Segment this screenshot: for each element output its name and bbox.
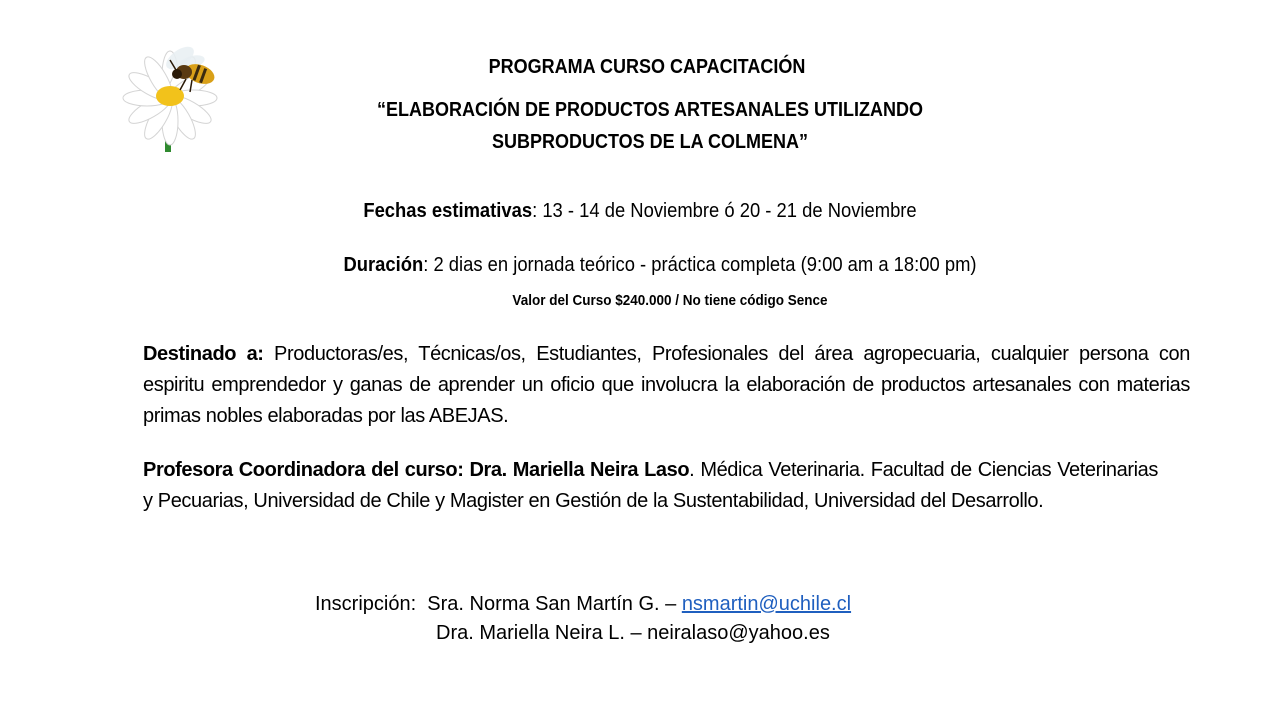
coordinator-paragraph bbox=[143, 455, 1158, 517]
course-name-line1: “ELABORACIÓN DE PRODUCTOS ARTESANALES UTILIZANDO bbox=[376, 99, 924, 121]
target-audience-text: Productoras/es, Técnicas/os, Estudiantes, Profesionales del área agropecuaria, cualquier persona con espiritu emprendedor y ganas de aprender un oficio que involucra la elaboración de productos artesanales con materias primas nobles elaboradas por las ABEJAS. bbox=[143, 343, 1190, 427]
course-duration bbox=[292, 254, 1028, 277]
dates-value: : 13 - 14 de Noviembre ó 20 - 21 de Noviembre bbox=[532, 200, 917, 222]
target-audience-label: Destinado a: bbox=[143, 343, 264, 365]
course-name-line2: SUBPRODUCTOS DE LA COLMENA” bbox=[491, 131, 809, 153]
course-price: Valor del Curso $240.000 / No tiene código Sence bbox=[512, 292, 828, 309]
registration-label: Inscripción: bbox=[315, 593, 417, 615]
coordinator-text: . Médica Veterinaria. Facultad de Ciencias Veterinarias y Pecuarias, Universidad de Chile y Magister en Gestión de la Sustentabilidad, Universidad del Desarrollo. bbox=[143, 459, 1159, 512]
estimated-dates bbox=[290, 200, 989, 223]
contact1-name: Sra. Norma San Martín G. – bbox=[427, 593, 682, 615]
target-audience-paragraph bbox=[143, 339, 1190, 432]
registration-line1 bbox=[315, 593, 851, 616]
bee-flower-icon bbox=[100, 30, 235, 155]
duration-value: : 2 dias en jornada teórico - práctica completa (9:00 am a 18:00 pm) bbox=[423, 254, 977, 276]
contact1-email-link[interactable]: nsmartin@uchile.cl bbox=[681, 593, 852, 615]
coordinator-label: Profesora Coordinadora del curso: Dra. Mariella Neira Laso bbox=[143, 459, 690, 481]
registration-line2: Dra. Mariella Neira L. – neiralaso@yahoo.es bbox=[436, 622, 830, 644]
dates-label: Fechas estimativas bbox=[363, 200, 533, 222]
bee-flower-logo bbox=[100, 30, 235, 155]
program-title: PROGRAMA CURSO CAPACITACIÓN bbox=[488, 56, 806, 78]
duration-label: Duración bbox=[343, 254, 424, 276]
